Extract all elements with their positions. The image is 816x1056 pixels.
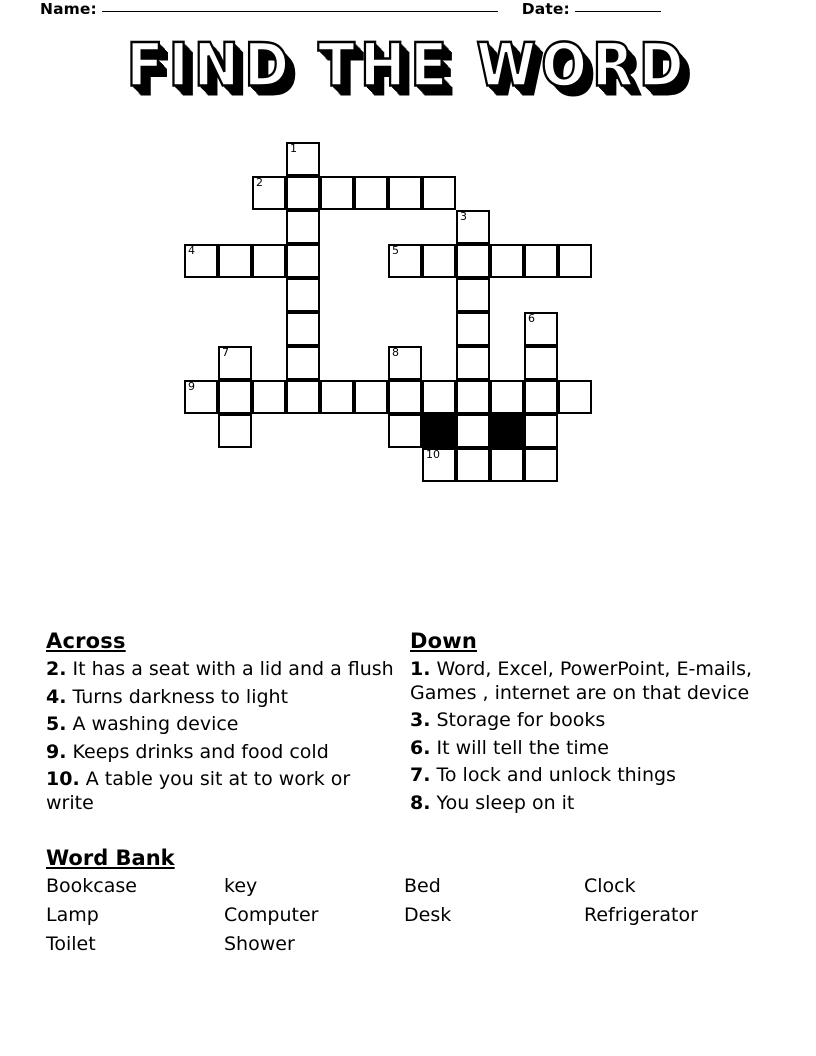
crossword-cell[interactable] bbox=[524, 380, 558, 414]
down-clue-item bbox=[410, 792, 776, 816]
crossword-cell[interactable] bbox=[286, 380, 320, 414]
crossword-cell[interactable] bbox=[558, 244, 592, 278]
crossword-clue-number: 1 bbox=[290, 142, 297, 155]
crossword-cell[interactable] bbox=[286, 346, 320, 380]
across-clue-item bbox=[46, 686, 410, 710]
word-bank-word: Lamp bbox=[46, 904, 99, 926]
worksheet-title bbox=[0, 31, 816, 101]
down-clue-list bbox=[410, 658, 776, 815]
crossword-cell[interactable] bbox=[252, 244, 286, 278]
crossword-clue-number: 5 bbox=[392, 244, 399, 257]
page-title: FIND THE WORD bbox=[126, 31, 690, 101]
crossword-cell[interactable] bbox=[286, 176, 320, 210]
crossword-clue-number: 7 bbox=[222, 346, 229, 359]
crossword-cell[interactable] bbox=[218, 244, 252, 278]
clues-section bbox=[46, 628, 776, 819]
crossword-cell[interactable] bbox=[422, 448, 456, 482]
crossword-cell[interactable] bbox=[320, 176, 354, 210]
crossword-cell[interactable] bbox=[286, 312, 320, 346]
across-clue-number: 5. bbox=[46, 713, 67, 735]
crossword-cell[interactable] bbox=[524, 346, 558, 380]
crossword-cell[interactable] bbox=[252, 380, 286, 414]
across-clue-text: It has a seat with a lid and a flush bbox=[66, 658, 394, 680]
crossword-block-cell bbox=[422, 414, 456, 448]
crossword-clue-number: 3 bbox=[460, 210, 467, 223]
across-heading: Across bbox=[46, 629, 126, 653]
crossword-cell[interactable] bbox=[456, 380, 490, 414]
crossword-cell[interactable] bbox=[184, 380, 218, 414]
crossword-cell[interactable] bbox=[286, 142, 320, 176]
crossword-cell[interactable] bbox=[524, 414, 558, 448]
crossword-clue-number: 6 bbox=[528, 312, 535, 325]
down-clue-number: 7. bbox=[410, 764, 431, 786]
across-clue-text: Turns darkness to light bbox=[66, 685, 289, 708]
across-clue-number: 9. bbox=[46, 740, 67, 763]
crossword-cell[interactable] bbox=[558, 380, 592, 414]
date-write-line[interactable] bbox=[575, 11, 661, 12]
crossword-clue-number: 10 bbox=[426, 448, 440, 461]
across-clue-text: A table you sit at to work or write bbox=[46, 768, 351, 814]
across-clue-text: Keeps drinks and food cold bbox=[66, 740, 329, 763]
name-write-line[interactable] bbox=[102, 11, 498, 12]
down-clue-text: You sleep on it bbox=[430, 791, 575, 814]
crossword-cell[interactable] bbox=[490, 244, 524, 278]
crossword-cell[interactable] bbox=[320, 380, 354, 414]
crossword-cell[interactable] bbox=[456, 414, 490, 448]
crossword-cell[interactable] bbox=[218, 346, 252, 380]
across-clue-text: A washing device bbox=[66, 713, 239, 735]
word-bank-word: Refrigerator bbox=[584, 904, 698, 926]
down-clue-text: To lock and unlock things bbox=[430, 764, 676, 786]
word-bank-word: Shower bbox=[224, 933, 295, 955]
down-clues-column bbox=[410, 628, 776, 819]
crossword-cell[interactable] bbox=[456, 278, 490, 312]
across-clue-number: 10. bbox=[46, 768, 80, 790]
crossword-cell[interactable] bbox=[456, 210, 490, 244]
word-bank-grid bbox=[46, 874, 776, 956]
crossword-cell[interactable] bbox=[184, 244, 218, 278]
down-clue-text: It will tell the time bbox=[430, 736, 609, 759]
down-clue-item bbox=[410, 737, 776, 761]
across-clue-item bbox=[46, 768, 410, 815]
word-bank-word: Toilet bbox=[46, 933, 96, 955]
word-bank-word: Computer bbox=[224, 904, 319, 926]
across-clues-column bbox=[46, 628, 410, 819]
crossword-cell[interactable] bbox=[388, 346, 422, 380]
down-clue-text: Word, Excel, PowerPoint, E-mails, Games , internet are on that device bbox=[410, 658, 753, 704]
crossword-cell[interactable] bbox=[456, 244, 490, 278]
word-bank-heading: Word Bank bbox=[46, 846, 175, 870]
crossword-cell[interactable] bbox=[456, 448, 490, 482]
crossword-cell[interactable] bbox=[286, 210, 320, 244]
crossword-cell[interactable] bbox=[524, 244, 558, 278]
word-bank-word: Bed bbox=[404, 875, 441, 897]
word-bank-word: key bbox=[224, 875, 258, 897]
crossword-clue-number: 4 bbox=[188, 244, 195, 257]
down-clue-item bbox=[410, 658, 776, 705]
crossword-cell[interactable] bbox=[388, 414, 422, 448]
crossword-cell[interactable] bbox=[286, 278, 320, 312]
crossword-cell[interactable] bbox=[490, 380, 524, 414]
name-date-line bbox=[40, 0, 776, 26]
name-label: Name: bbox=[40, 0, 97, 18]
across-clue-item bbox=[46, 741, 410, 765]
across-clue-item bbox=[46, 658, 410, 682]
word-bank-word: Clock bbox=[584, 875, 636, 897]
crossword-cell[interactable] bbox=[388, 244, 422, 278]
crossword-cell[interactable] bbox=[456, 346, 490, 380]
across-clue-item bbox=[46, 713, 410, 737]
crossword-clue-number: 9 bbox=[188, 380, 195, 393]
crossword-cell[interactable] bbox=[218, 414, 252, 448]
down-clue-number: 6. bbox=[410, 736, 431, 759]
across-clue-number: 4. bbox=[46, 685, 67, 708]
word-bank-section bbox=[46, 845, 776, 956]
across-clue-list bbox=[46, 658, 410, 815]
word-bank-word: Desk bbox=[404, 904, 452, 926]
crossword-cell[interactable] bbox=[490, 448, 524, 482]
crossword-cell[interactable] bbox=[422, 380, 456, 414]
down-clue-item bbox=[410, 764, 776, 788]
crossword-cell[interactable] bbox=[218, 380, 252, 414]
crossword-cell[interactable] bbox=[354, 380, 388, 414]
crossword-block-cell bbox=[490, 414, 524, 448]
crossword-cell[interactable] bbox=[252, 176, 286, 210]
crossword-cell[interactable] bbox=[422, 244, 456, 278]
crossword-cell[interactable] bbox=[286, 244, 320, 278]
crossword-cell[interactable] bbox=[388, 380, 422, 414]
down-heading: Down bbox=[410, 629, 478, 653]
crossword-cell[interactable] bbox=[354, 176, 388, 210]
date-label: Date: bbox=[521, 0, 570, 18]
down-clue-item bbox=[410, 709, 776, 733]
word-bank-word: Bookcase bbox=[46, 875, 137, 897]
crossword-cell[interactable] bbox=[456, 312, 490, 346]
down-clue-number: 1. bbox=[410, 658, 431, 680]
crossword-cell[interactable] bbox=[524, 448, 558, 482]
down-clue-text: Storage for books bbox=[430, 709, 606, 731]
across-clue-number: 2. bbox=[46, 658, 67, 680]
crossword-clue-number: 8 bbox=[392, 346, 399, 359]
crossword-cell[interactable] bbox=[524, 312, 558, 346]
down-clue-number: 8. bbox=[410, 791, 431, 814]
crossword-cell[interactable] bbox=[388, 176, 422, 210]
down-clue-number: 3. bbox=[410, 709, 431, 731]
crossword-clue-number: 2 bbox=[256, 176, 263, 189]
crossword-grid[interactable] bbox=[184, 142, 604, 522]
crossword-cell[interactable] bbox=[422, 176, 456, 210]
